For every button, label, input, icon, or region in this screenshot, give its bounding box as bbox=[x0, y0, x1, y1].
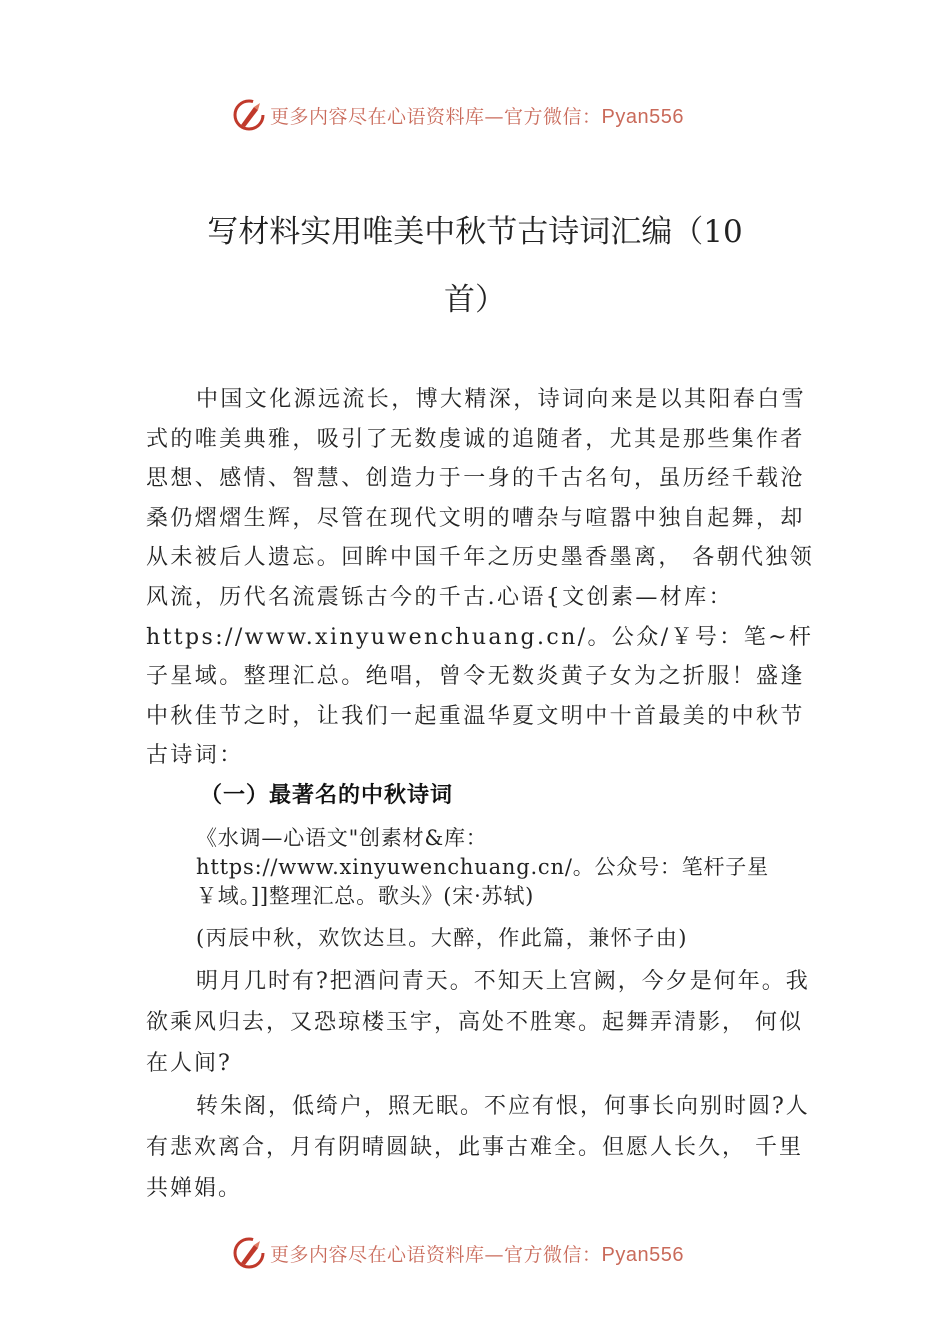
poem-preface: (丙辰中秋，欢饮达旦。大醉，作此篇，兼怀子由) bbox=[196, 926, 688, 950]
banner-content bbox=[232, 1233, 684, 1273]
poem-title: 《水调—心语文"创素材&库：https://www.xinyuwenchuang.cn/。公众号：笔杆子星￥域。]]整理汇总。歌头》(宋·苏轼) bbox=[196, 826, 769, 908]
poem-stanza-2: 转朱阁，低绮户，照无眠。不应有恨，何事长向别时圆?人有悲欢离合，月有阴晴圆缺，此事古难全。但愿人长久， 千里共婵娟。 bbox=[146, 1094, 810, 1201]
quill-pen-logo-icon bbox=[232, 1236, 266, 1270]
intro-paragraph bbox=[146, 380, 818, 776]
wechat-id: Pyan556 bbox=[601, 1243, 684, 1266]
quill-pen-logo-icon bbox=[232, 98, 266, 132]
poem-stanza-1: 明月几时有?把酒问青天。不知天上宫阙，今夕是何年。我欲乘风归去，又恐琼楼玉宇，高处不胜寒。起舞弄清影， 何似在人间? bbox=[146, 969, 810, 1076]
wechat-id: Pyan556 bbox=[601, 105, 684, 128]
section-heading: （一）最著名的中秋诗词 bbox=[200, 783, 454, 808]
banner-content bbox=[232, 95, 684, 135]
intro-text: 中国文化源远流长，博大精深，诗词向来是以其阳春白雪式的唯美典雅，吸引了无数虔诚的追随者，尤其是那些集作者思想、感情、智慧、创造力于一身的千古名句，虽历经千载沧桑仍熠熠生辉，尽管在现代文明的嘈杂与喧嚣中独自起舞，却从未被后人遗忘。回眸中国千年之历史墨香墨离， 各朝代独领风流，历代名流震铄古今的千古.心语{文创素—材库：https://www.xinyuwenchuang.cn/。公众/￥号：笔~杆子星域。整理汇总。绝唱，曾令无数炎黄子女为之折服！盛逢中秋佳节之时，让我们一起重温华夏文明中十首最美的中秋节古诗词： bbox=[146, 387, 815, 769]
document-title bbox=[150, 198, 800, 334]
banner-label: 更多内容尽在心语资料库—官方微信： bbox=[270, 1243, 602, 1266]
banner-label: 更多内容尽在心语资料库—官方微信： bbox=[270, 105, 602, 128]
footer-banner bbox=[0, 1233, 950, 1273]
title-line-2: 首） bbox=[444, 282, 506, 318]
banner-text bbox=[270, 102, 684, 129]
title-line-1: 写材料实用唯美中秋节古诗词汇编（10 bbox=[207, 214, 743, 250]
header-banner bbox=[0, 95, 950, 135]
banner-text bbox=[270, 1240, 684, 1267]
